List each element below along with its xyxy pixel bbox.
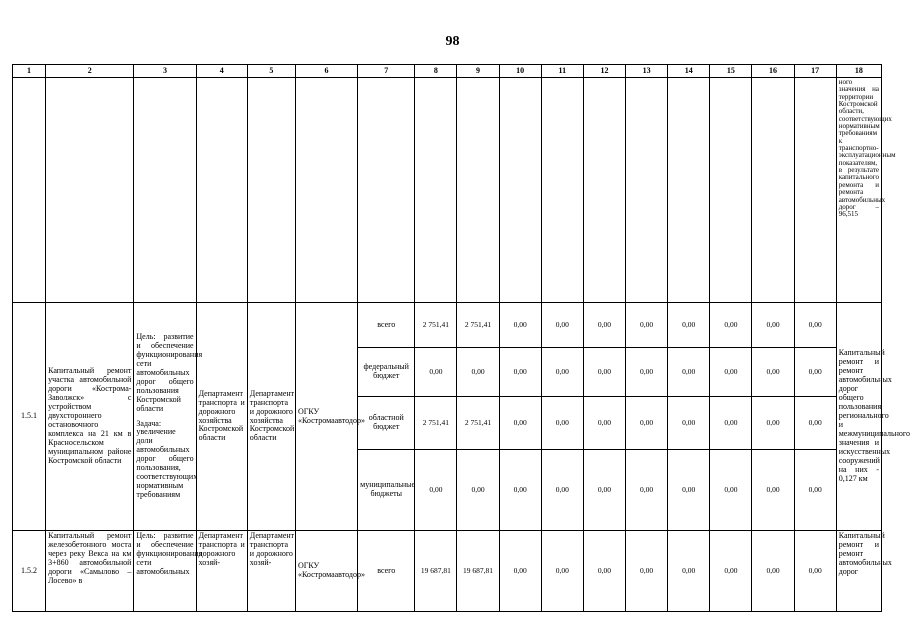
col-header: 10	[499, 65, 541, 78]
responsible-executor: Департамент транспорта и дорожного хозяй-	[196, 531, 247, 612]
value-cell: 0,00	[668, 397, 710, 450]
responsible-executor: Департамент транспорта и дорожного хозяйства Костромской области	[196, 303, 247, 531]
value-cell: 0,00	[583, 531, 625, 612]
value-cell: 0,00	[499, 348, 541, 397]
col-header: 2	[46, 65, 134, 78]
col-header: 15	[710, 65, 752, 78]
recipient-organization: ОГКУ «Костромаавтодор»	[295, 531, 357, 612]
value-cell: 19 687,81	[415, 531, 457, 612]
col-header: 9	[457, 65, 499, 78]
value-cell: 0,00	[794, 303, 836, 348]
task-text: Задача: увеличение доли автомобильных дорог общего пользования, соответствующих нормативным требованиям	[136, 418, 198, 500]
value-cell: 0,00	[583, 303, 625, 348]
value-cell: 0,00	[794, 348, 836, 397]
value-cell: 2 751,41	[457, 303, 499, 348]
goal-text: Цель: развитие и обеспечение функционирования сети автомобильных	[134, 531, 196, 612]
column-number-row	[13, 65, 882, 78]
col-header: 13	[626, 65, 668, 78]
value-cell: 0,00	[752, 348, 794, 397]
value-cell: 0,00	[752, 450, 794, 531]
value-cell: 0,00	[499, 303, 541, 348]
col-header: 1	[13, 65, 46, 78]
item-number: 1.5.1	[13, 303, 46, 531]
funding-source-label: всего	[358, 303, 415, 348]
page-number: 98	[445, 34, 460, 49]
measure-name: Капитальный ремонт железобетонного моста через реку Векса на км 3+860 автомобильной дороги «Самылово – Лосево» в	[46, 531, 134, 612]
value-cell: 0,00	[541, 348, 583, 397]
value-cell: 0,00	[499, 450, 541, 531]
value-cell: 0,00	[415, 348, 457, 397]
value-cell: 0,00	[710, 450, 752, 531]
recipient-organization: ОГКУ «Костромаавтодор»	[295, 303, 357, 531]
col-header: 17	[794, 65, 836, 78]
col-header: 8	[415, 65, 457, 78]
value-cell: 0,00	[752, 531, 794, 612]
value-cell: 0,00	[668, 303, 710, 348]
value-cell: 0,00	[499, 531, 541, 612]
value-cell: 0,00	[626, 531, 668, 612]
expected-result: Капитальный ремонт и ремонт автомобильных дорог общего пользования регионального и межмуниципального значения и искусственных сооружений на них - 0,127 км	[836, 303, 881, 531]
value-cell: 2 751,41	[415, 397, 457, 450]
value-cell: 0,00	[583, 450, 625, 531]
col-header: 18	[836, 65, 881, 78]
col-header: 3	[134, 65, 196, 78]
continuation-row	[13, 78, 882, 303]
value-cell: 0,00	[710, 303, 752, 348]
col-header: 7	[358, 65, 415, 78]
value-cell: 0,00	[794, 450, 836, 531]
value-cell: 0,00	[626, 348, 668, 397]
col-header: 12	[583, 65, 625, 78]
value-cell: 2 751,41	[457, 397, 499, 450]
value-cell: 0,00	[541, 303, 583, 348]
value-cell: 0,00	[457, 348, 499, 397]
col-header: 11	[541, 65, 583, 78]
col-header: 4	[196, 65, 247, 78]
value-cell: 0,00	[710, 348, 752, 397]
value-cell: 0,00	[626, 303, 668, 348]
goal-task-cell	[134, 303, 203, 531]
item-number: 1.5.2	[13, 531, 46, 612]
value-cell: 0,00	[415, 450, 457, 531]
value-cell: 0,00	[626, 397, 668, 450]
table-row-1-5-1-total	[13, 303, 882, 348]
funding-source-label: областной бюджет	[358, 397, 415, 450]
value-cell: 0,00	[752, 397, 794, 450]
value-cell: 0,00	[541, 397, 583, 450]
goal-text: Цель: развитие и обеспечение функционирования сети автомобильных дорог общего пользования Костромской области	[136, 331, 203, 413]
col-header: 16	[752, 65, 794, 78]
value-cell: 0,00	[668, 348, 710, 397]
value-cell: 0,00	[794, 531, 836, 612]
funding-source-label: муниципальные бюджеты	[358, 450, 415, 531]
col-header: 6	[295, 65, 357, 78]
col-header: 5	[247, 65, 295, 78]
value-cell: 0,00	[752, 303, 794, 348]
value-cell: 0,00	[710, 531, 752, 612]
value-cell: 0,00	[583, 348, 625, 397]
value-cell: 0,00	[541, 450, 583, 531]
value-cell: 0,00	[668, 450, 710, 531]
value-cell: 19 687,81	[457, 531, 499, 612]
expected-result: Капитальный ремонт и ремонт автомобильных дорог	[836, 531, 881, 612]
value-cell: 0,00	[710, 397, 752, 450]
col-header: 14	[668, 65, 710, 78]
co-executor: Департамент транспорта и дорожного хозяйства Костромской области	[247, 303, 295, 531]
value-cell: 0,00	[626, 450, 668, 531]
value-cell: 0,00	[457, 450, 499, 531]
table-row-1-5-2-total	[13, 531, 882, 612]
value-cell: 2 751,41	[415, 303, 457, 348]
value-cell: 0,00	[499, 397, 541, 450]
value-cell: 0,00	[668, 531, 710, 612]
funding-source-label: всего	[358, 531, 415, 612]
funding-source-label: федеральный бюджет	[358, 348, 415, 397]
program-table	[12, 64, 910, 612]
value-cell: 0,00	[794, 397, 836, 450]
co-executor: Департамент транспорта и дорожного хозяй-	[247, 531, 295, 612]
measure-name: Капитальный ремонт участка автомобильной дороги «Кострома-Заволжск» с устройством двухстороннего остановочного комплекса на 21 км в Красносельском муниципальном районе Костромской области	[46, 303, 134, 531]
value-cell: 0,00	[583, 397, 625, 450]
continued-result-text: ного значения на территории Костромской области, соответствующих нормативным требованиям к транспортно-эксплуатационным показателям, в результате капитального ремонта и ремонта автомобильных дорог – 96,515	[836, 78, 881, 303]
value-cell: 0,00	[541, 531, 583, 612]
